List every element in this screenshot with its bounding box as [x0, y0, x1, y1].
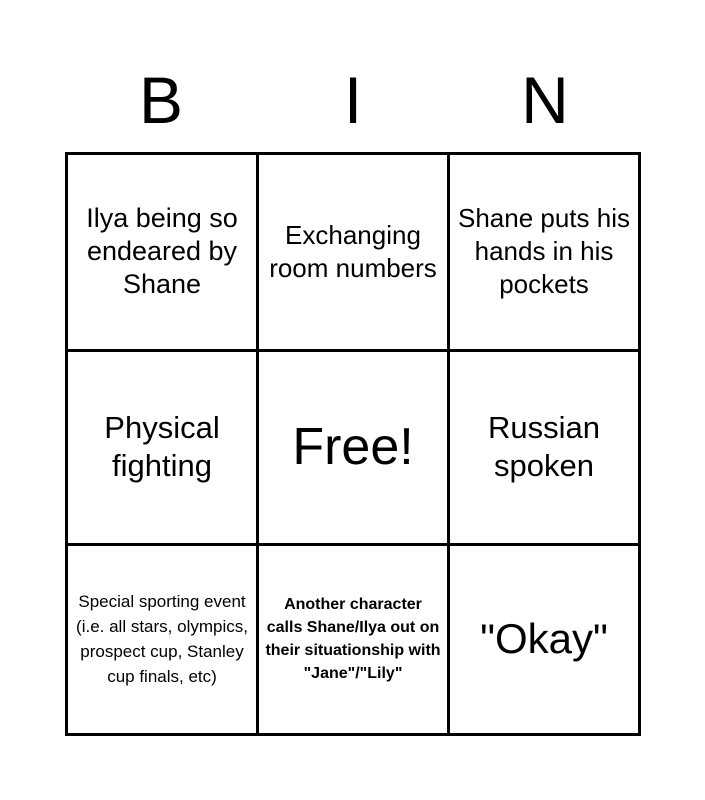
bingo-grid [65, 152, 641, 736]
bingo-cell-text: Russian spoken [488, 410, 600, 484]
bingo-cell-2-1[interactable] [259, 546, 450, 736]
header-letter-i: I [343, 63, 363, 137]
bingo-cell-text: Exchanging room numbers [269, 219, 437, 283]
bingo-row [68, 352, 641, 546]
bingo-cell-text: "Okay" [480, 615, 608, 663]
bingo-cell-text: Ilya being so endeared by Shane [86, 203, 238, 300]
bingo-cell-1-0[interactable] [68, 352, 259, 546]
bingo-cell-text: Special sporting event (i.e. all stars, olympics, prospect cup, Stanley cup finals, etc) [76, 592, 248, 687]
bingo-cell-0-1[interactable] [259, 155, 450, 352]
bingo-cell-1-2[interactable] [450, 352, 641, 546]
bingo-cell-free[interactable] [259, 352, 450, 546]
bingo-header [65, 60, 641, 140]
bingo-row [68, 546, 641, 736]
header-letter-n: N [521, 63, 569, 137]
bingo-cell-2-2[interactable] [450, 546, 641, 736]
bingo-cell-text: Shane puts his hands in his pockets [457, 203, 630, 300]
bingo-cell-2-0[interactable] [68, 546, 259, 736]
header-letter-b: B [138, 63, 184, 137]
bingo-row [68, 155, 641, 352]
bingo-cell-0-2[interactable] [450, 155, 641, 352]
bingo-cell-text: Free! [292, 418, 414, 477]
bingo-cell-text: Physical fighting [104, 410, 220, 484]
bingo-cell-text: Another character calls Shane/Ilya out on their situationship with "Jane"/"Lily" [265, 596, 441, 683]
bingo-cell-0-0[interactable] [68, 155, 259, 352]
